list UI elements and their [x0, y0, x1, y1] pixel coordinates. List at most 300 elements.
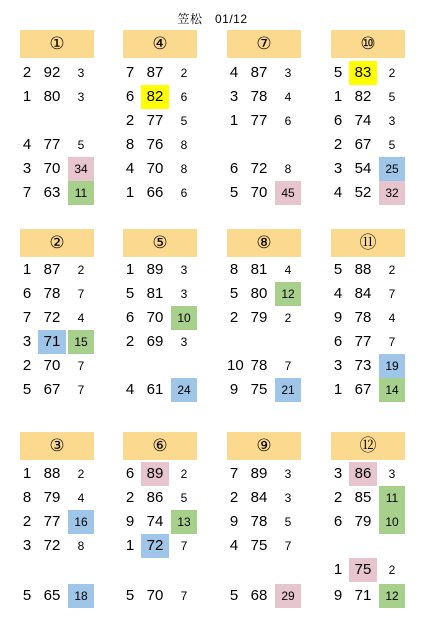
rating-value: 69 — [146, 333, 164, 350]
odds-rank: 6 — [180, 186, 188, 200]
entry-row — [331, 61, 405, 85]
horse-number: 6 — [125, 465, 135, 482]
odds-rank: 8 — [180, 162, 188, 176]
odds-rank: 5 — [77, 138, 85, 152]
horse-number: 7 — [125, 64, 135, 81]
rating-value: 70 — [43, 160, 61, 177]
horse-number: 5 — [229, 184, 239, 201]
race-block — [227, 229, 301, 398]
entry-row — [20, 133, 94, 157]
entry-row — [227, 109, 301, 133]
horse-number: 3 — [333, 465, 343, 482]
rating-value: 74 — [146, 513, 164, 530]
entry-row — [20, 181, 94, 205]
rating-value: 85 — [354, 489, 372, 506]
rating-value: 83 — [349, 61, 377, 85]
race-block — [123, 30, 197, 201]
odds-rank: 7 — [77, 359, 85, 373]
horse-number: 4 — [125, 160, 135, 177]
odds-rank: 3 — [77, 90, 85, 104]
entry-row — [227, 282, 301, 306]
entry-row — [20, 330, 94, 354]
odds-rank: 7 — [77, 383, 85, 397]
race-block — [331, 432, 405, 604]
entry-row — [20, 61, 94, 85]
horse-number: 10 — [227, 357, 244, 374]
rating-value: 84 — [354, 285, 372, 302]
horse-number: 2 — [22, 513, 32, 530]
rating-value: 88 — [43, 465, 61, 482]
rating-value: 89 — [141, 462, 169, 486]
odds-rank: 11 — [68, 181, 94, 205]
entry-row — [227, 486, 301, 510]
odds-rank: 2 — [180, 66, 188, 80]
odds-rank: 10 — [379, 510, 405, 534]
rating-value: 70 — [146, 160, 164, 177]
rating-value — [38, 558, 66, 582]
horse-number: 1 — [229, 112, 239, 129]
rating-value: 78 — [43, 285, 61, 302]
race-number-header: ⑨ — [227, 432, 301, 460]
rating-value: 89 — [146, 261, 164, 278]
rating-value: 72 — [250, 160, 268, 177]
rating-value — [245, 133, 273, 157]
odds-rank — [379, 534, 405, 558]
race-block — [123, 432, 197, 604]
race-number-header: ⑫ — [331, 432, 405, 460]
odds-rank: 3 — [180, 335, 188, 349]
horse-number: 4 — [229, 537, 239, 554]
odds-rank: 4 — [284, 90, 292, 104]
entry-row — [227, 510, 301, 534]
rating-value: 87 — [43, 261, 61, 278]
odds-rank — [275, 558, 301, 582]
horse-number: 9 — [333, 587, 343, 604]
horse-number: 1 — [333, 381, 343, 398]
horse-number — [123, 354, 137, 378]
entry-row — [20, 282, 94, 306]
rating-value: 82 — [141, 85, 169, 109]
entry-row — [227, 558, 301, 582]
horse-number: 5 — [333, 261, 343, 278]
odds-rank: 5 — [180, 491, 188, 505]
rating-value — [38, 109, 66, 133]
entry-row — [123, 157, 197, 181]
entry-row — [123, 181, 197, 205]
entry-row — [331, 462, 405, 486]
rating-value: 84 — [250, 489, 268, 506]
horse-number: 9 — [125, 513, 135, 530]
rating-value: 70 — [43, 357, 61, 374]
horse-number: 1 — [333, 561, 343, 578]
horse-number: 1 — [22, 88, 32, 105]
odds-rank: 5 — [284, 515, 292, 529]
odds-rank: 29 — [275, 584, 301, 608]
rating-value: 73 — [354, 357, 372, 374]
odds-rank: 7 — [180, 589, 188, 603]
odds-rank: 2 — [180, 467, 188, 481]
odds-rank: 21 — [275, 378, 301, 402]
rating-value: 92 — [43, 64, 61, 81]
rating-value: 72 — [141, 534, 169, 558]
rating-value — [245, 330, 273, 354]
horse-number: 3 — [333, 357, 343, 374]
entry-row — [123, 486, 197, 510]
odds-rank: 4 — [77, 311, 85, 325]
odds-rank: 3 — [284, 66, 292, 80]
rating-value: 81 — [250, 261, 268, 278]
entry-row — [331, 330, 405, 354]
entry-row — [20, 157, 94, 181]
rating-value: 87 — [146, 64, 164, 81]
horse-number: 6 — [229, 160, 239, 177]
horse-number — [20, 109, 34, 133]
entry-row — [227, 85, 301, 109]
odds-rank: 8 — [77, 539, 85, 553]
rating-value: 80 — [43, 88, 61, 105]
entry-row — [331, 157, 405, 181]
odds-rank: 8 — [180, 138, 188, 152]
odds-rank: 2 — [388, 66, 396, 80]
odds-rank: 45 — [275, 181, 301, 205]
horse-number: 8 — [22, 489, 32, 506]
odds-rank: 3 — [180, 287, 188, 301]
horse-number: 5 — [22, 381, 32, 398]
entry-row — [331, 109, 405, 133]
entry-row — [123, 330, 197, 354]
horse-number: 6 — [125, 309, 135, 326]
odds-rank: 3 — [284, 491, 292, 505]
race-block — [20, 229, 94, 398]
odds-rank: 2 — [388, 563, 396, 577]
race-block — [227, 30, 301, 201]
race-block — [20, 432, 94, 604]
horse-number: 2 — [125, 489, 135, 506]
odds-rank: 18 — [68, 584, 94, 608]
entry-row — [20, 462, 94, 486]
horse-number — [227, 133, 241, 157]
rating-value: 72 — [43, 537, 61, 554]
odds-rank: 3 — [388, 114, 396, 128]
horse-number: 2 — [125, 333, 135, 350]
entry-row — [227, 306, 301, 330]
rating-value: 65 — [43, 587, 61, 604]
horse-number: 6 — [333, 333, 343, 350]
odds-rank — [68, 109, 94, 133]
entry-row — [331, 558, 405, 582]
rating-value: 70 — [146, 309, 164, 326]
horse-number: 5 — [125, 587, 135, 604]
horse-number: 3 — [22, 160, 32, 177]
odds-rank: 7 — [388, 287, 396, 301]
odds-rank: 7 — [77, 287, 85, 301]
rating-value: 77 — [250, 112, 268, 129]
rating-value: 79 — [354, 513, 372, 530]
entry-row — [123, 584, 197, 608]
horse-number: 1 — [125, 261, 135, 278]
rating-value: 61 — [146, 381, 164, 398]
odds-rank: 5 — [180, 114, 188, 128]
entry-row — [20, 486, 94, 510]
horse-number: 4 — [333, 184, 343, 201]
rating-value: 72 — [43, 309, 61, 326]
entry-row — [123, 378, 197, 402]
entry-row — [331, 258, 405, 282]
odds-rank: 2 — [77, 467, 85, 481]
rating-value: 87 — [250, 64, 268, 81]
odds-rank: 13 — [171, 510, 197, 534]
entry-row — [331, 486, 405, 510]
rating-value: 77 — [146, 112, 164, 129]
race-block — [123, 229, 197, 398]
rating-value: 78 — [250, 357, 268, 374]
rating-value: 52 — [354, 184, 372, 201]
rating-value: 70 — [250, 184, 268, 201]
horse-number: 7 — [22, 184, 32, 201]
rating-value: 79 — [43, 489, 61, 506]
horse-number: 2 — [229, 309, 239, 326]
entry-row — [227, 378, 301, 402]
horse-number: 3 — [229, 88, 239, 105]
odds-rank: 7 — [284, 539, 292, 553]
horse-number: 6 — [22, 285, 32, 302]
entry-row — [123, 462, 197, 486]
race-number-header: ② — [20, 229, 94, 257]
odds-rank: 14 — [379, 378, 405, 402]
odds-rank: 4 — [77, 491, 85, 505]
entry-row — [331, 378, 405, 402]
entry-row — [20, 534, 94, 558]
horse-number: 1 — [333, 88, 343, 105]
entry-row — [331, 282, 405, 306]
odds-rank — [171, 558, 197, 582]
horse-number — [123, 558, 137, 582]
horse-number: 5 — [229, 285, 239, 302]
horse-number: 2 — [22, 357, 32, 374]
odds-rank: 3 — [180, 263, 188, 277]
rating-value — [141, 558, 169, 582]
entry-row — [123, 354, 197, 378]
odds-rank: 8 — [284, 162, 292, 176]
race-number-header: ⑦ — [227, 30, 301, 58]
rating-value: 67 — [354, 381, 372, 398]
horse-number: 2 — [333, 136, 343, 153]
rating-value: 77 — [43, 136, 61, 153]
entry-row — [20, 584, 94, 608]
entry-row — [20, 306, 94, 330]
odds-rank — [171, 354, 197, 378]
odds-rank: 4 — [284, 263, 292, 277]
horse-number — [331, 534, 345, 558]
odds-rank: 3 — [388, 467, 396, 481]
horse-number: 3 — [22, 537, 32, 554]
entry-row — [123, 510, 197, 534]
rating-value: 66 — [146, 184, 164, 201]
odds-rank: 2 — [388, 263, 396, 277]
race-block — [227, 432, 301, 604]
horse-number: 2 — [333, 489, 343, 506]
horse-number: 8 — [229, 261, 239, 278]
horse-number — [227, 558, 241, 582]
entry-row — [20, 258, 94, 282]
horse-number: 9 — [333, 309, 343, 326]
entry-row — [331, 354, 405, 378]
odds-rank: 6 — [180, 90, 188, 104]
rating-value: 71 — [38, 330, 66, 354]
entry-row — [20, 558, 94, 582]
rating-value — [349, 534, 377, 558]
horse-number: 9 — [229, 513, 239, 530]
rating-value: 89 — [250, 465, 268, 482]
page-title: 笠松 01/12 — [177, 12, 248, 26]
rating-value: 82 — [354, 88, 372, 105]
horse-number: 5 — [125, 285, 135, 302]
entry-row — [331, 534, 405, 558]
rating-value: 78 — [354, 309, 372, 326]
entry-row — [20, 354, 94, 378]
horse-number: 5 — [333, 64, 343, 81]
entry-row — [331, 306, 405, 330]
odds-rank: 3 — [77, 66, 85, 80]
odds-rank — [68, 558, 94, 582]
entry-row — [123, 85, 197, 109]
rating-value: 81 — [146, 285, 164, 302]
entry-row — [227, 354, 301, 378]
entry-row — [123, 534, 197, 558]
horse-number: 2 — [125, 112, 135, 129]
odds-rank: 12 — [379, 584, 405, 608]
horse-number: 3 — [22, 333, 32, 350]
entry-row — [123, 282, 197, 306]
horse-number: 1 — [125, 184, 135, 201]
odds-rank: 7 — [284, 359, 292, 373]
horse-number: 4 — [125, 381, 135, 398]
rating-value: 77 — [43, 513, 61, 530]
entry-row — [227, 181, 301, 205]
rating-value: 68 — [250, 587, 268, 604]
race-number-header: ⑪ — [331, 229, 405, 257]
rating-value: 71 — [354, 587, 372, 604]
odds-rank — [275, 133, 301, 157]
odds-rank: 19 — [379, 354, 405, 378]
rating-value: 79 — [250, 309, 268, 326]
rating-value — [245, 558, 273, 582]
rating-value: 78 — [250, 513, 268, 530]
horse-number — [227, 330, 241, 354]
rating-value: 67 — [354, 136, 372, 153]
horse-number: 5 — [22, 587, 32, 604]
race-number-header: ⑩ — [331, 30, 405, 58]
race-number-header: ⑤ — [123, 229, 197, 257]
race-block — [20, 30, 94, 201]
entry-row — [227, 157, 301, 181]
odds-rank: 10 — [171, 306, 197, 330]
race-number-header: ⑥ — [123, 432, 197, 460]
entry-row — [331, 181, 405, 205]
horse-number: 1 — [22, 261, 32, 278]
entry-row — [227, 61, 301, 85]
entry-row — [123, 109, 197, 133]
entry-row — [227, 462, 301, 486]
horse-number: 2 — [229, 489, 239, 506]
odds-rank: 7 — [388, 335, 396, 349]
odds-rank: 3 — [284, 467, 292, 481]
odds-rank: 6 — [284, 114, 292, 128]
horse-number: 8 — [125, 136, 135, 153]
rating-value: 80 — [250, 285, 268, 302]
horse-number: 9 — [229, 381, 239, 398]
horse-number: 7 — [22, 309, 32, 326]
race-block — [331, 30, 405, 201]
odds-rank: 11 — [379, 486, 405, 510]
odds-rank: 12 — [275, 282, 301, 306]
horse-number: 6 — [125, 88, 135, 105]
entry-row — [123, 306, 197, 330]
entry-row — [123, 61, 197, 85]
race-number-header: ① — [20, 30, 94, 58]
horse-number: 7 — [229, 465, 239, 482]
rating-value: 77 — [354, 333, 372, 350]
rating-value: 63 — [43, 184, 61, 201]
entry-row — [20, 85, 94, 109]
rating-value: 70 — [146, 587, 164, 604]
rating-value: 67 — [43, 381, 61, 398]
rating-value: 76 — [146, 136, 164, 153]
horse-number: 4 — [22, 136, 32, 153]
rating-value: 54 — [354, 160, 372, 177]
horse-number: 6 — [333, 513, 343, 530]
rating-value: 75 — [349, 558, 377, 582]
rating-value: 75 — [250, 537, 268, 554]
odds-rank: 5 — [388, 138, 396, 152]
odds-rank: 7 — [180, 539, 188, 553]
horse-number: 4 — [229, 64, 239, 81]
entry-row — [227, 133, 301, 157]
entry-row — [331, 85, 405, 109]
horse-number: 4 — [333, 285, 343, 302]
odds-rank — [275, 330, 301, 354]
rating-value — [141, 354, 169, 378]
horse-number: 1 — [22, 465, 32, 482]
rating-value: 75 — [250, 381, 268, 398]
horse-number: 6 — [333, 112, 343, 129]
entry-row — [331, 510, 405, 534]
odds-rank: 25 — [379, 157, 405, 181]
odds-rank: 5 — [388, 90, 396, 104]
entry-row — [331, 584, 405, 608]
rating-value: 88 — [354, 261, 372, 278]
entry-row — [227, 330, 301, 354]
horse-number: 2 — [22, 64, 32, 81]
entry-row — [227, 584, 301, 608]
horse-number: 3 — [333, 160, 343, 177]
odds-rank: 4 — [388, 311, 396, 325]
entry-row — [20, 109, 94, 133]
rating-value: 78 — [250, 88, 268, 105]
rating-value: 86 — [146, 489, 164, 506]
race-block — [331, 229, 405, 398]
entry-row — [227, 534, 301, 558]
odds-rank: 34 — [68, 157, 94, 181]
entry-row — [331, 133, 405, 157]
entry-row — [123, 133, 197, 157]
horse-number: 5 — [229, 587, 239, 604]
entry-row — [20, 378, 94, 402]
odds-rank: 32 — [379, 181, 405, 205]
race-number-header: ③ — [20, 432, 94, 460]
entry-row — [123, 558, 197, 582]
horse-number — [20, 558, 34, 582]
